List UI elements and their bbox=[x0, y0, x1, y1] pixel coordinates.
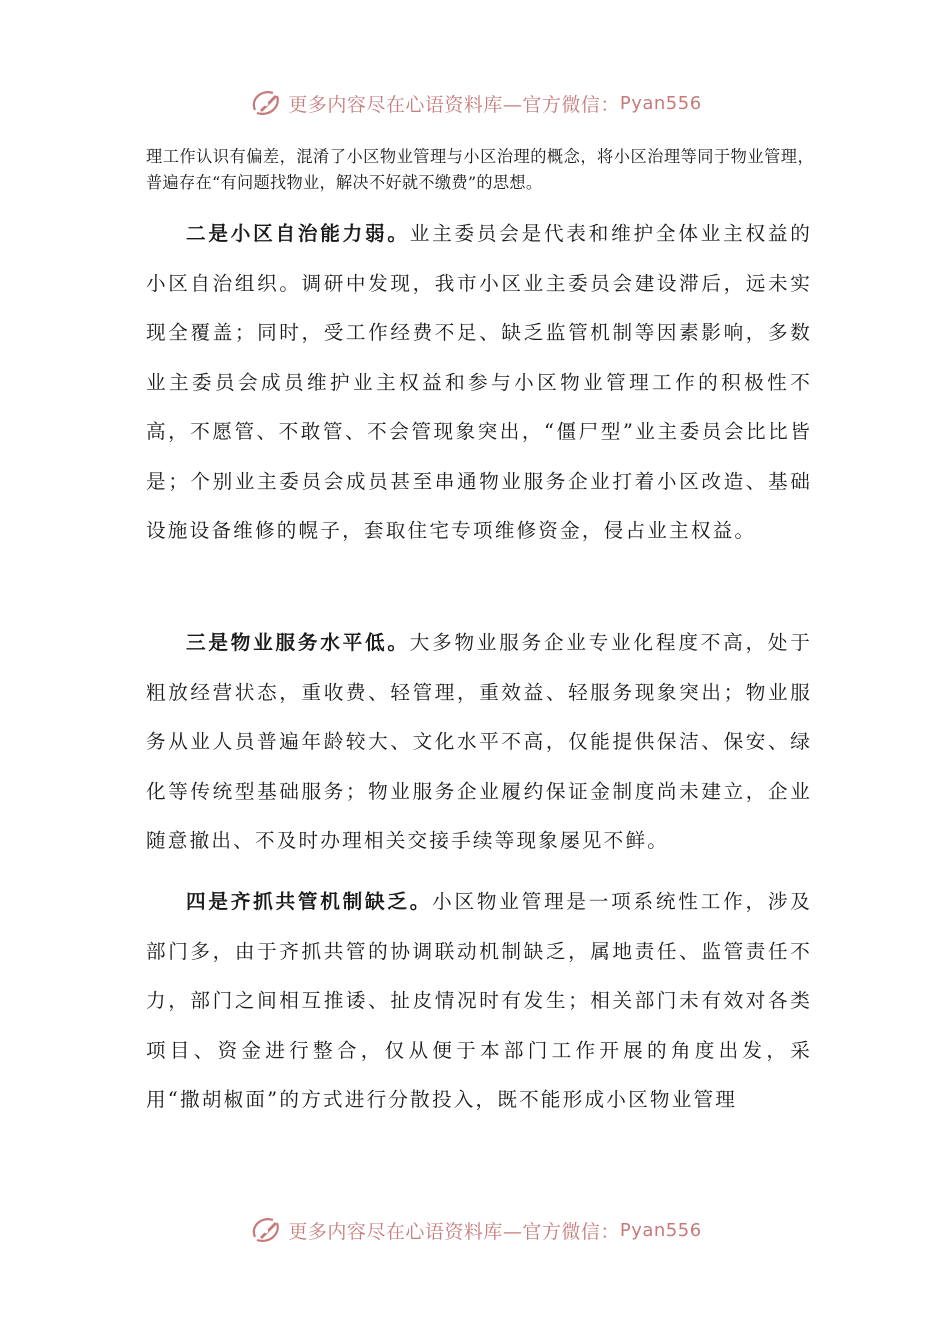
paragraph-coordination bbox=[146, 877, 812, 1125]
paragraph-service-level bbox=[146, 618, 812, 866]
paragraph-heading: 四是齐抓共管机制缺乏。 bbox=[186, 890, 433, 913]
footer-banner bbox=[0, 1213, 950, 1247]
header-banner bbox=[0, 86, 950, 120]
paragraph-heading: 二是小区自治能力弱。 bbox=[186, 222, 410, 245]
banner-text: 更多内容尽在心语资料库—官方微信： bbox=[288, 1220, 620, 1243]
pen-logo-icon bbox=[248, 1213, 284, 1247]
paragraph-heading: 三是物业服务水平低。 bbox=[186, 631, 410, 654]
paragraph-body: 大多物业服务企业专业化程度不高，处于粗放经营状态，重收费、轻管理，重效益、轻服务现象突出；物业服务从业人员普遍年龄较大、文化水平不高，仅能提供保洁、保安、绿化等传统型基础服务；物业服务企业履约保证金制度尚未建立，企业随意撤出、不及时办理相关交接手续等现象屡见不鲜。 bbox=[146, 631, 812, 852]
banner-handle: Pyan556 bbox=[619, 92, 702, 114]
paragraph-body: 业主委员会是代表和维护全体业主权益的小区自治组织。调研中发现，我市小区业主委员会建设滞后，远未实现全覆盖；同时，受工作经费不足、缺乏监管机制等因素影响，多数业主委员会成员维护业主权益和参与小区物业管理工作的积极性不高，不愿管、不敢管、不会管现象突出，“僵尸型”业主委员会比比皆是；个别业主委员会成员甚至串通物业服务企业打着小区改造、基础设施设备维修的幌子，套取住宅专项维修资金，侵占业主权益。 bbox=[146, 222, 812, 542]
continuation-paragraph: 理工作认识有偏差，混淆了小区物业管理与小区治理的概念，将小区治理等同于物业管理，普遍存在“有问题找物业，解决不好就不缴费”的思想。 bbox=[146, 147, 814, 192]
banner-text: 更多内容尽在心语资料库—官方微信： bbox=[288, 93, 620, 116]
paragraph-self-governance bbox=[146, 209, 812, 556]
pen-logo-icon bbox=[248, 86, 284, 120]
paragraph-body: 小区物业管理是一项系统性工作，涉及部门多，由于齐抓共管的协调联动机制缺乏，属地责任、监管责任不力，部门之间相互推诿、扯皮情况时有发生；相关部门未有效对各类项目、资金进行整合，仅从便于本部门工作开展的角度出发，采用“撒胡椒面”的方式进行分散投入，既不能形成小区物业管理 bbox=[146, 890, 812, 1111]
banner-handle: Pyan556 bbox=[619, 1219, 702, 1241]
